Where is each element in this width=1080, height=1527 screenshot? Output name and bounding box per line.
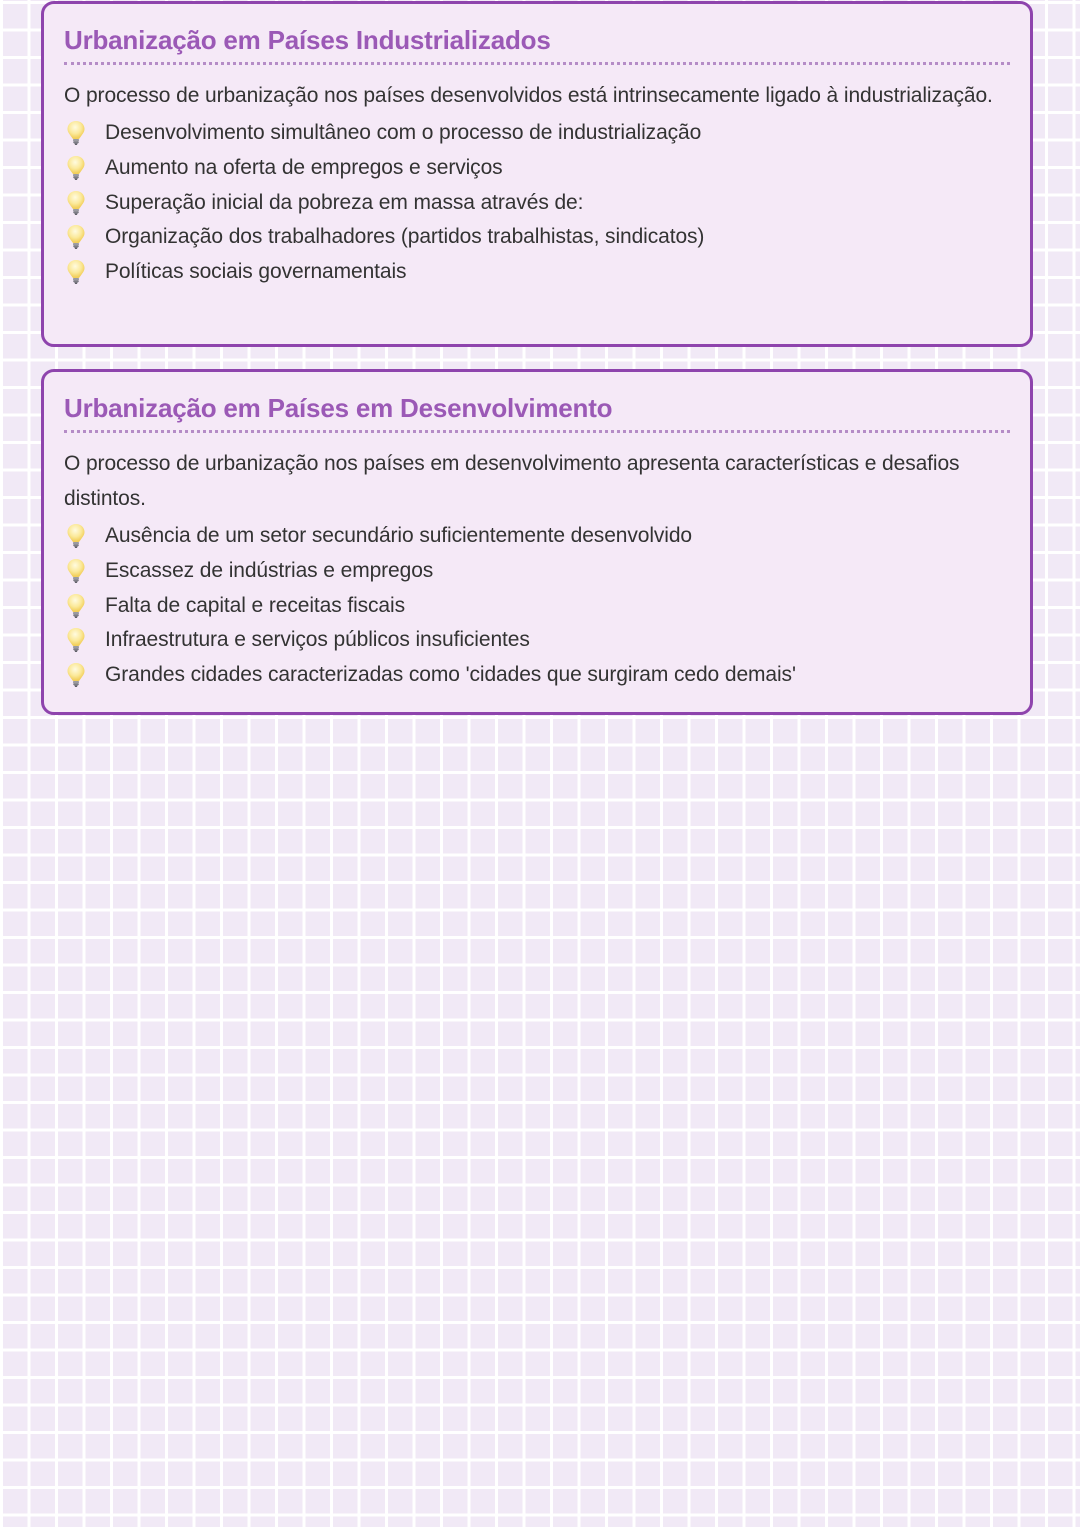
list-item-text: Falta de capital e receitas fiscais [105, 593, 405, 617]
list-item-text: Superação inicial da pobreza em massa através de: [105, 190, 584, 214]
lightbulb-icon [66, 155, 86, 181]
lightbulb-icon [66, 190, 86, 216]
section-card-industrialized [41, 1, 1033, 347]
list-item-text: Desenvolvimento simultâneo com o processo de industrialização [105, 121, 702, 145]
list-item [64, 220, 1010, 255]
list-item [64, 554, 1010, 589]
lightbulb-icon [66, 558, 86, 584]
list-item-text: Escassez de indústrias e empregos [105, 559, 434, 583]
list-item [64, 519, 1010, 554]
lightbulb-icon [66, 662, 86, 688]
bullet-list [64, 116, 1010, 289]
list-item-text: Infraestrutura e serviços públicos insuficientes [105, 628, 530, 652]
bullet-list [64, 519, 1010, 692]
list-item [64, 255, 1010, 290]
list-item [64, 658, 1010, 693]
list-item [64, 151, 1010, 186]
lightbulb-icon [66, 259, 86, 285]
list-item [64, 623, 1010, 658]
list-item [64, 185, 1010, 220]
lightbulb-icon [66, 224, 86, 250]
lightbulb-icon [66, 627, 86, 653]
section-intro: O processo de urbanização nos países em desenvolvimento apresenta características e desafios distintos. [64, 452, 960, 510]
lightbulb-icon [66, 120, 86, 146]
section-title: Urbanização em Países Industrializados [64, 24, 1010, 65]
list-item-text: Grandes cidades caracterizadas como 'cidades que surgiram cedo demais' [105, 663, 796, 687]
section-title: Urbanização em Países em Desenvolvimento [64, 392, 1010, 433]
lightbulb-icon [66, 523, 86, 549]
list-item-text: Aumento na oferta de empregos e serviços [105, 156, 503, 180]
list-item-text: Organização dos trabalhadores (partidos trabalhistas, sindicatos) [105, 225, 705, 249]
list-item-text: Ausência de um setor secundário suficientemente desenvolvido [105, 524, 693, 548]
list-item [64, 588, 1010, 623]
list-item [64, 116, 1010, 151]
lightbulb-icon [66, 593, 86, 619]
section-intro: O processo de urbanização nos países desenvolvidos está intrinsecamente ligado à industrialização. [64, 84, 993, 107]
list-item-text: Políticas sociais governamentais [105, 260, 407, 284]
section-card-developing [41, 369, 1033, 715]
